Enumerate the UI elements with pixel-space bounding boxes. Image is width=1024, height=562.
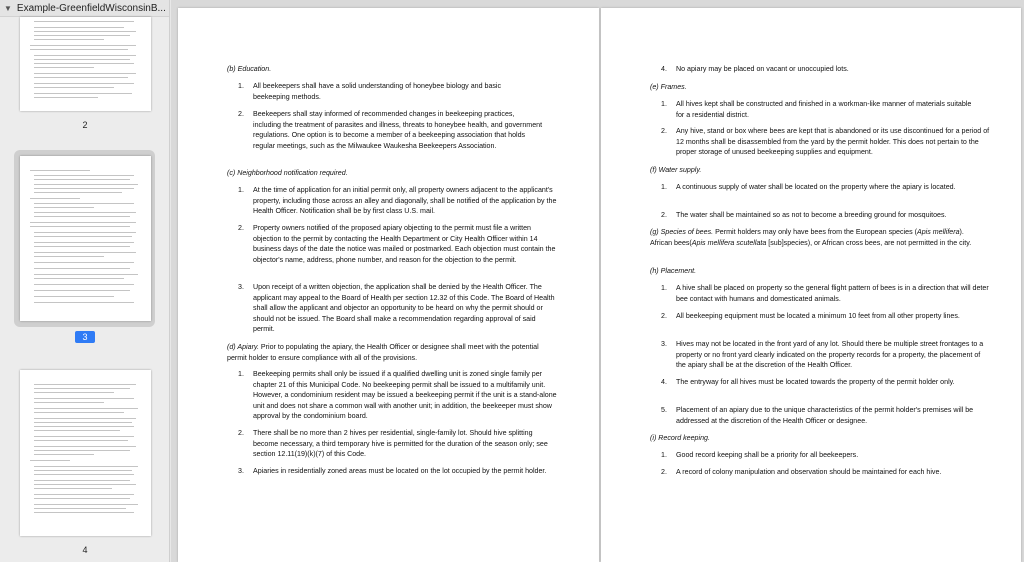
list-item: 1. All hives kept shall be constructed and finished in a workman-like manner of materials suitable for a residential district. — [661, 100, 972, 119]
list-item: 1. A continuous supply of water shall be located on the property where the apiary is located. — [661, 183, 956, 191]
document-page-right — [601, 8, 1021, 562]
list-item: 2. The water shall be maintained so as not to become a breeding ground for mosquitoes. — [661, 211, 947, 219]
section-heading-neighborhood: (c) Neighborhood notification required. — [227, 169, 348, 177]
list-item: 1. Beekeeping permits shall only be issued if a qualified dwelling unit is zoned single family per chapter 21 of this Municipal Code. No beekeeping permit shall be issued to a multifamily unit. However, a condominium resident may be issued a beekeeping permit if the unit is a stand-alone unit and does not share a common wall with another unit; in addition, the beekeeper must show approval by the condominium board. — [238, 370, 557, 421]
section-heading-placement: (h) Placement. — [650, 267, 697, 275]
list-item: 2. Property owners notified of the proposed apiary objecting to the permit must file a written objection to the permit by contacting the Health Department or City Health Officer within 14 business days of the date the notice was mailed or postmarked. Each objection must contain the objector's name, address, phone number, and reason for the objection to the permit. — [238, 224, 556, 264]
disclosure-triangle-icon[interactable]: ▼ — [4, 3, 12, 13]
list-item: 2. A record of colony manipulation and observation should be maintained for each hive. — [661, 468, 942, 476]
page-number-2[interactable]: 2 — [82, 120, 88, 130]
section-heading-frames: (e) Frames. — [650, 83, 687, 91]
list-item: 2. All beekeeping equipment must be located a minimum 10 feet from all other property lines. — [661, 312, 960, 320]
section-species-of-bees: (g) Species of bees. Permit holders may only have bees from the European species (Apis mellifera). African bees(Apis mellifera scutellata [sub]species), or African cross bees, are not permitted in the city. — [650, 228, 972, 247]
list-item: 1. All beekeepers shall have a solid understanding of honeybee biology and basic beekeeping methods. — [238, 82, 502, 101]
document-title: Example-GreenfieldWisconsinB... — [16, 2, 166, 14]
list-item: 3. Apiaries in residentially zoned areas must be located on the lot occupied by the permit holder. — [238, 467, 547, 475]
list-item: 2. There shall be no more than 2 hives per residential, single-family lot. Should hive splitting become necessary, a third temporary hive is permitted for the duration of the season only; see section 12.11(19)(k)(7) of this Code. — [238, 429, 548, 459]
page-thumbnail-2[interactable] — [20, 17, 151, 111]
section-heading-species: (g) Species of bees. — [650, 228, 714, 236]
section-heading-apiary: (d) Apiary. — [227, 343, 259, 351]
document-view[interactable] — [171, 0, 1024, 562]
list-item: 5. Placement of an apiary due to the unique characteristics of the permit holder's premises will be addressed at the discretion of the Health Officer or designee. — [661, 406, 974, 425]
section-apiary-intro: (d) Apiary. Prior to populating the apiary, the Health Officer or designee shall meet with the potential permit holder to ensure compliance with all of the provisions. — [227, 343, 539, 362]
page-thumbnail-4[interactable] — [20, 370, 151, 536]
section-heading-education: (b) Education. — [227, 65, 272, 73]
list-item: 4. No apiary may be placed on vacant or unoccupied lots. — [661, 65, 849, 73]
page-thumbnail-3[interactable] — [20, 156, 151, 321]
thumbnail-sidebar — [0, 0, 170, 562]
page-number-4[interactable]: 4 — [82, 545, 88, 555]
list-item: 3. Upon receipt of a written objection, the application shall be denied by the Health Officer. The applicant may appeal to the Board of Health per section 12.32 of this Code. The Board of Health shall allow the applicant and objector an opportunity to be heard on why the permit should or should not be issued. The Board shall make a recommendation regarding approval of said permit. — [238, 283, 555, 334]
list-item: 2. Any hive, stand or box where bees are kept that is abandoned or its use discontinued for a period of 12 months shall be disassembled from the yard by the permit holder. This does not pertain to the proper storage of unused beekeeping supplies and equipment. — [661, 127, 990, 157]
page-number-3-selected[interactable]: 3 — [75, 331, 95, 343]
list-item: 4. The entryway for all hives must be located towards the property of the permit holder only. — [661, 378, 955, 386]
list-item: 1. At the time of application for an initial permit only, all property owners adjacent to the applicant's property, including those across an alley and diagonally, shall be notified of the application by the Health Officer. Notification shall be by first class U.S. mail. — [238, 186, 557, 216]
document-page-left — [178, 8, 599, 562]
list-item: 1. A hive shall be placed on property so the general flight pattern of bees is in a direction that will deter bee contact with humans and domesticated animals. — [661, 284, 989, 303]
section-heading-water-supply: (f) Water supply. — [650, 166, 702, 174]
sidebar-header[interactable] — [0, 0, 169, 17]
list-item: 1. Good record keeping shall be a priority for all beekeepers. — [661, 451, 859, 459]
list-item: 3. Hives may not be located in the front yard of any lot. Should there be multiple street frontages to a property or no front yard clearly indicated on the property records for a property, the placement of the apiary shall be at the discretion of the Health Officer. — [661, 340, 984, 370]
list-item: 2. Beekeepers shall stay informed of recommended changes in beekeeping practices, including the treatment of parasites and illness, threats to honeybee health, and government regulations. One option is to become a member of a beekeeping association that holds regular meetings, such as the Milwaukee Waukesha Beekeepers Association. — [238, 110, 543, 150]
section-heading-record-keeping: (i) Record keeping. — [650, 434, 710, 442]
